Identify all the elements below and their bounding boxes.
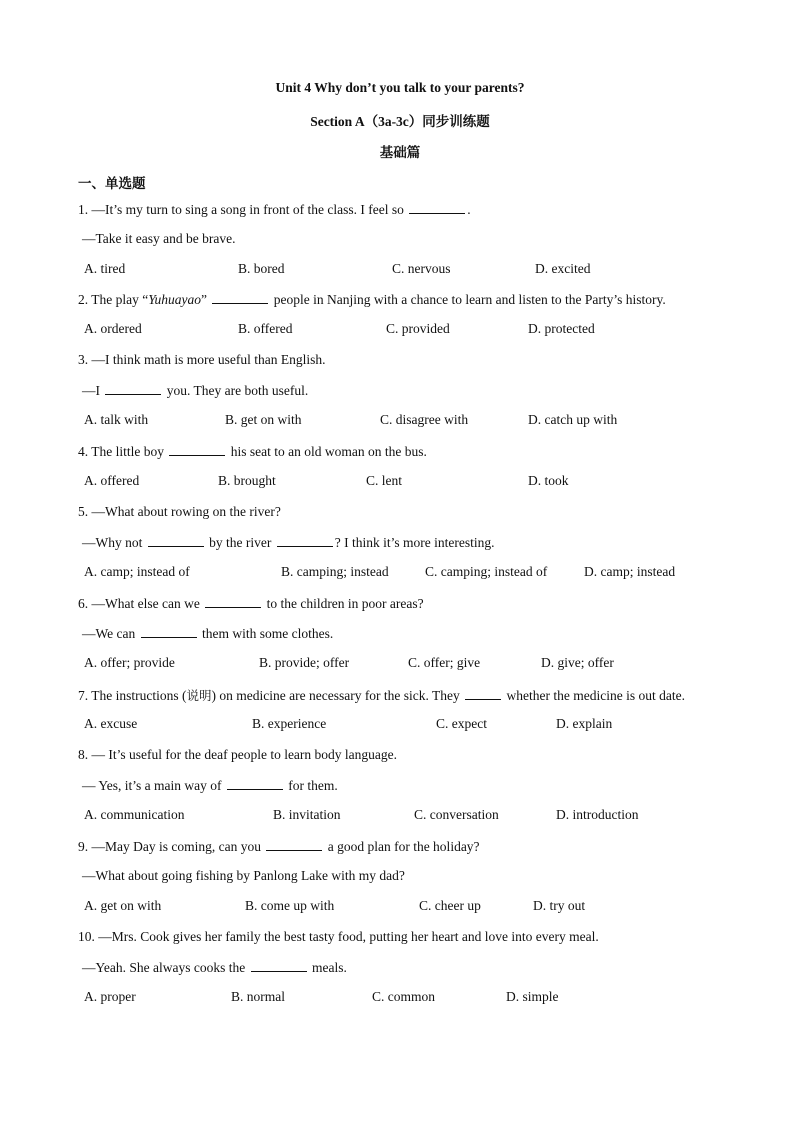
question-1 [78, 201, 471, 218]
option-b[interactable]: B. come up with [245, 898, 335, 913]
option-c[interactable]: C. nervous [392, 261, 451, 276]
question-text: 7. The instructions ( [78, 688, 187, 703]
option-c[interactable]: C. lent [366, 473, 402, 488]
question-text: 4. The little boy [78, 444, 168, 459]
option-a[interactable]: A. offer; provide [84, 655, 175, 670]
option-d[interactable]: D. protected [528, 321, 595, 336]
option-a[interactable]: A. tired [84, 261, 126, 276]
option-b[interactable]: B. experience [252, 716, 327, 731]
question-text: people in Nanjing with a chance to learn and listen to the Party’s history. [270, 292, 666, 307]
option-d[interactable]: D. camp; instead [584, 564, 676, 579]
option-b[interactable]: B. offered [238, 321, 293, 336]
question-text: ) on medicine are necessary for the sick. They [211, 688, 464, 703]
question-text: to the children in poor areas? [263, 596, 424, 611]
question-text: meals. [308, 960, 347, 975]
question-text: . [467, 202, 471, 217]
answer-blank [148, 534, 204, 547]
question-text: —We can [82, 626, 139, 641]
question-text: —I [82, 383, 104, 398]
question-3: 3. —I think math is more useful than English. [78, 352, 326, 367]
question-9-reply: —What about going fishing by Panlong Lake with my dad? [82, 868, 405, 883]
question-text: them with some clothes. [198, 626, 334, 641]
option-b[interactable]: B. bored [238, 261, 285, 276]
option-a[interactable]: A. ordered [84, 321, 142, 336]
option-d[interactable]: D. introduction [556, 807, 639, 822]
question-8: 8. — It’s useful for the deaf people to learn body language. [78, 747, 398, 762]
question-text: by the river [205, 535, 275, 550]
option-b[interactable]: B. normal [231, 989, 285, 1004]
option-d[interactable]: D. catch up with [528, 412, 618, 427]
question-2 [78, 291, 666, 308]
question-5-reply [82, 534, 494, 551]
answer-blank [169, 443, 225, 456]
answer-blank [266, 838, 322, 851]
question-text: 6. —What else can we [78, 596, 204, 611]
question-6 [78, 595, 424, 612]
question-3-reply [82, 382, 308, 399]
answer-blank [141, 625, 197, 638]
play-title: Yuhuayao [148, 292, 201, 307]
answer-blank [227, 777, 283, 790]
option-d[interactable]: D. simple [506, 989, 559, 1004]
question-1-reply: —Take it easy and be brave. [82, 231, 236, 246]
question-text: you. They are both useful. [163, 383, 309, 398]
question-text: whether the medicine is out date. [503, 688, 685, 703]
question-text: 1. —It’s my turn to sing a song in front of the class. I feel so [78, 202, 408, 217]
question-text: — Yes, it’s a main way of [82, 778, 225, 793]
unit-title: Unit 4 Why don’t you talk to your parents? [275, 80, 525, 95]
option-c[interactable]: C. conversation [414, 807, 499, 822]
question-10: 10. —Mrs. Cook gives her family the best tasty food, putting her heart and love into every meal. [78, 929, 599, 944]
question-7 [78, 686, 685, 704]
option-d[interactable]: D. give; offer [541, 655, 614, 670]
option-b[interactable]: B. get on with [225, 412, 302, 427]
question-4 [78, 443, 427, 460]
option-a[interactable]: A. get on with [84, 898, 162, 913]
question-text: ” [201, 292, 211, 307]
answer-blank [465, 687, 501, 700]
answer-blank [205, 595, 261, 608]
level-title: 基础篇 [379, 145, 421, 160]
option-d[interactable]: D. explain [556, 716, 613, 731]
chinese-gloss: 说明 [186, 688, 212, 703]
question-8-reply [82, 777, 338, 794]
option-b[interactable]: B. camping; instead [281, 564, 389, 579]
question-text: 2. The play “ [78, 292, 149, 307]
answer-blank [409, 201, 465, 214]
option-c[interactable]: C. provided [386, 321, 450, 336]
option-c[interactable]: C. cheer up [419, 898, 481, 913]
option-d[interactable]: D. took [528, 473, 569, 488]
question-text: his seat to an old woman on the bus. [227, 444, 427, 459]
answer-blank [277, 534, 333, 547]
option-d[interactable]: D. try out [533, 898, 586, 913]
question-text: —Why not [82, 535, 146, 550]
option-a[interactable]: A. offered [84, 473, 140, 488]
option-c[interactable]: C. offer; give [408, 655, 481, 670]
part-heading: 一、单选题 [78, 176, 146, 191]
question-5: 5. —What about rowing on the river? [78, 504, 281, 519]
option-c[interactable]: C. expect [436, 716, 487, 731]
option-b[interactable]: B. brought [218, 473, 276, 488]
question-text: 9. —May Day is coming, can you [78, 839, 265, 854]
option-a[interactable]: A. excuse [84, 716, 138, 731]
question-text: —Yeah. She always cooks the [82, 960, 249, 975]
option-c[interactable]: C. camping; instead of [425, 564, 548, 579]
question-text: for them. [284, 778, 338, 793]
question-text: ? I think it’s more interesting. [334, 535, 495, 550]
answer-blank [212, 291, 268, 304]
option-c[interactable]: C. common [372, 989, 435, 1004]
option-b[interactable]: B. provide; offer [259, 655, 350, 670]
option-b[interactable]: B. invitation [273, 807, 341, 822]
option-a[interactable]: A. communication [84, 807, 185, 822]
question-10-reply [82, 959, 347, 976]
answer-blank [105, 382, 161, 395]
option-a[interactable]: A. talk with [84, 412, 149, 427]
option-a[interactable]: A. camp; instead of [84, 564, 190, 579]
option-a[interactable]: A. proper [84, 989, 136, 1004]
option-d[interactable]: D. excited [535, 261, 591, 276]
section-title: Section A（3a-3c）同步训练题 [310, 114, 490, 129]
answer-blank [251, 959, 307, 972]
question-6-reply [82, 625, 333, 642]
question-9 [78, 838, 480, 855]
option-c[interactable]: C. disagree with [380, 412, 469, 427]
question-text: a good plan for the holiday? [324, 839, 480, 854]
